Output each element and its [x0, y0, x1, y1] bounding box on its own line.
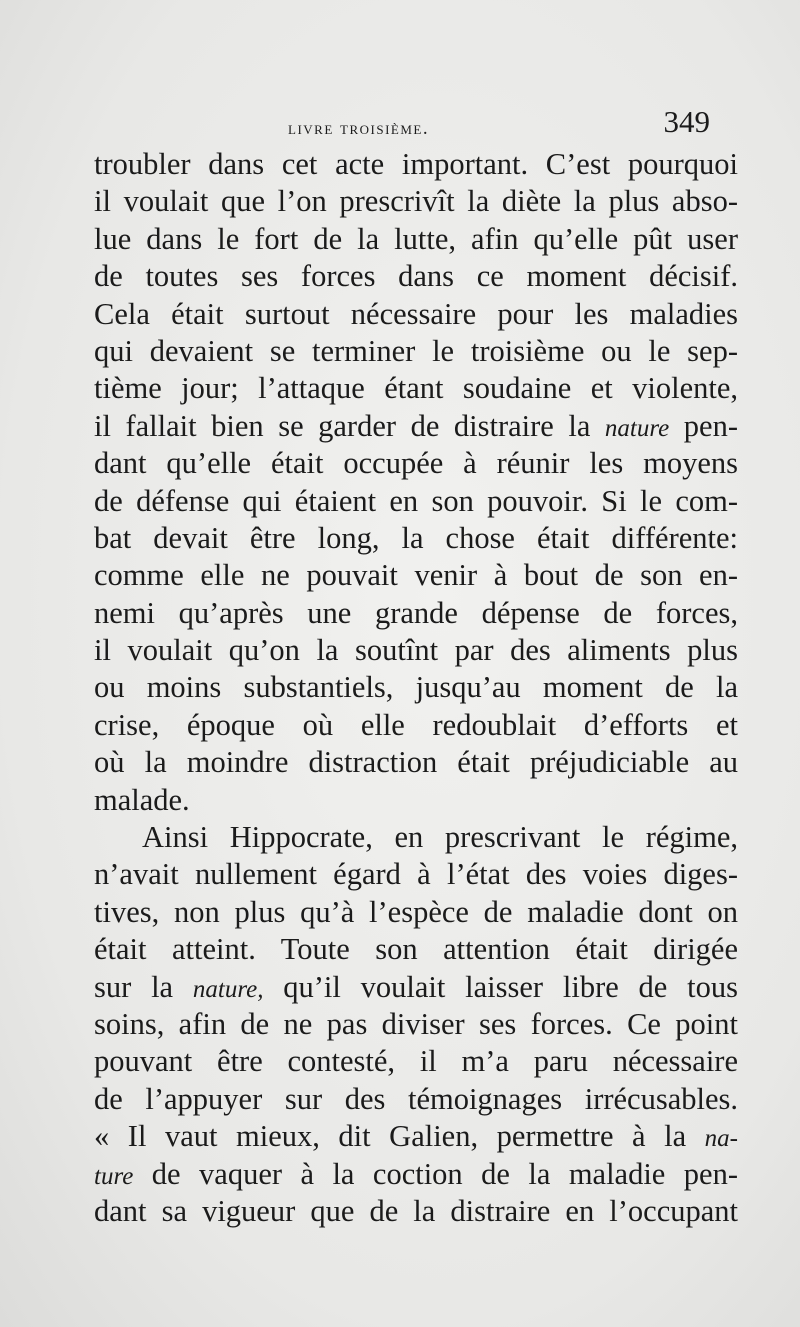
text-line: bat devait être long, la chose était différente: [94, 520, 738, 555]
text-line: lue dans le fort de la lutte, afin qu’elle pût user [94, 221, 738, 256]
text-line: sur la nature, qu’il voulait laisser libre de tous [94, 969, 738, 1004]
text-line: crise, époque où elle redoublait d’efforts et [94, 707, 738, 742]
page-number: 349 [663, 104, 710, 139]
text-line: troubler dans cet acte important. C’est pourquoi [94, 147, 738, 181]
page-header [110, 100, 710, 140]
text-line: « Il vaut mieux, dit Galien, permettre à la na- [94, 1119, 738, 1154]
text-line: il fallait bien se garder de distraire la nature pen- [94, 408, 738, 443]
text-line: de l’appuyer sur des témoignages irrécusables. [94, 1081, 738, 1116]
text-line: comme elle ne pouvait venir à bout de son en- [94, 558, 738, 593]
text-line: il voulait que l’on prescrivît la diète la plus abso- [94, 184, 738, 219]
italic-word: nature, [192, 975, 264, 1003]
text-line: Ainsi Hippocrate, en prescrivant le régime, [142, 820, 738, 855]
text-line: dant sa vigueur que de la distraire en l’occupant [94, 1193, 738, 1228]
text-line: de toutes ses forces dans ce moment décisif. [94, 259, 738, 294]
text-line: Cela était surtout nécessaire pour les maladies [94, 296, 738, 331]
text-line: soins, afin de ne pas diviser ses forces. Ce point [94, 1006, 738, 1041]
text-line: il voulait qu’on la soutînt par des aliments plus [94, 633, 738, 668]
text-line: pouvant être contesté, il m’a paru nécessaire [94, 1044, 738, 1079]
italic-word: na- [704, 1125, 738, 1153]
text-line: où la moindre distraction était préjudiciable au [94, 745, 738, 780]
text-line: qui devaient se terminer le troisième ou le sep- [94, 333, 738, 368]
text-line: tième jour; l’attaque étant soudaine et violente, [94, 371, 738, 406]
body-text [94, 146, 738, 1230]
text-line: ture de vaquer à la coction de la maladie pen- [94, 1156, 738, 1191]
text-line: tives, non plus qu’à l’espèce de maladie dont on [94, 894, 738, 929]
text-line: nemi qu’après une grande dépense de forces, [94, 595, 738, 630]
text-line: ou moins substantiels, jusqu’au moment de la [94, 670, 738, 705]
text-line: dant qu’elle était occupée à réunir les moyens [94, 446, 738, 481]
text-line: de défense qui étaient en son pouvoir. Si le com- [94, 483, 738, 518]
text-line: malade. [94, 782, 190, 817]
italic-word: nature [604, 414, 670, 442]
text-line: était atteint. Toute son attention était dirigée [94, 932, 738, 967]
italic-word: ture [94, 1162, 134, 1190]
running-title: livre troisième. [288, 118, 430, 139]
text-line: n’avait nullement égard à l’état des voies diges- [94, 857, 738, 892]
